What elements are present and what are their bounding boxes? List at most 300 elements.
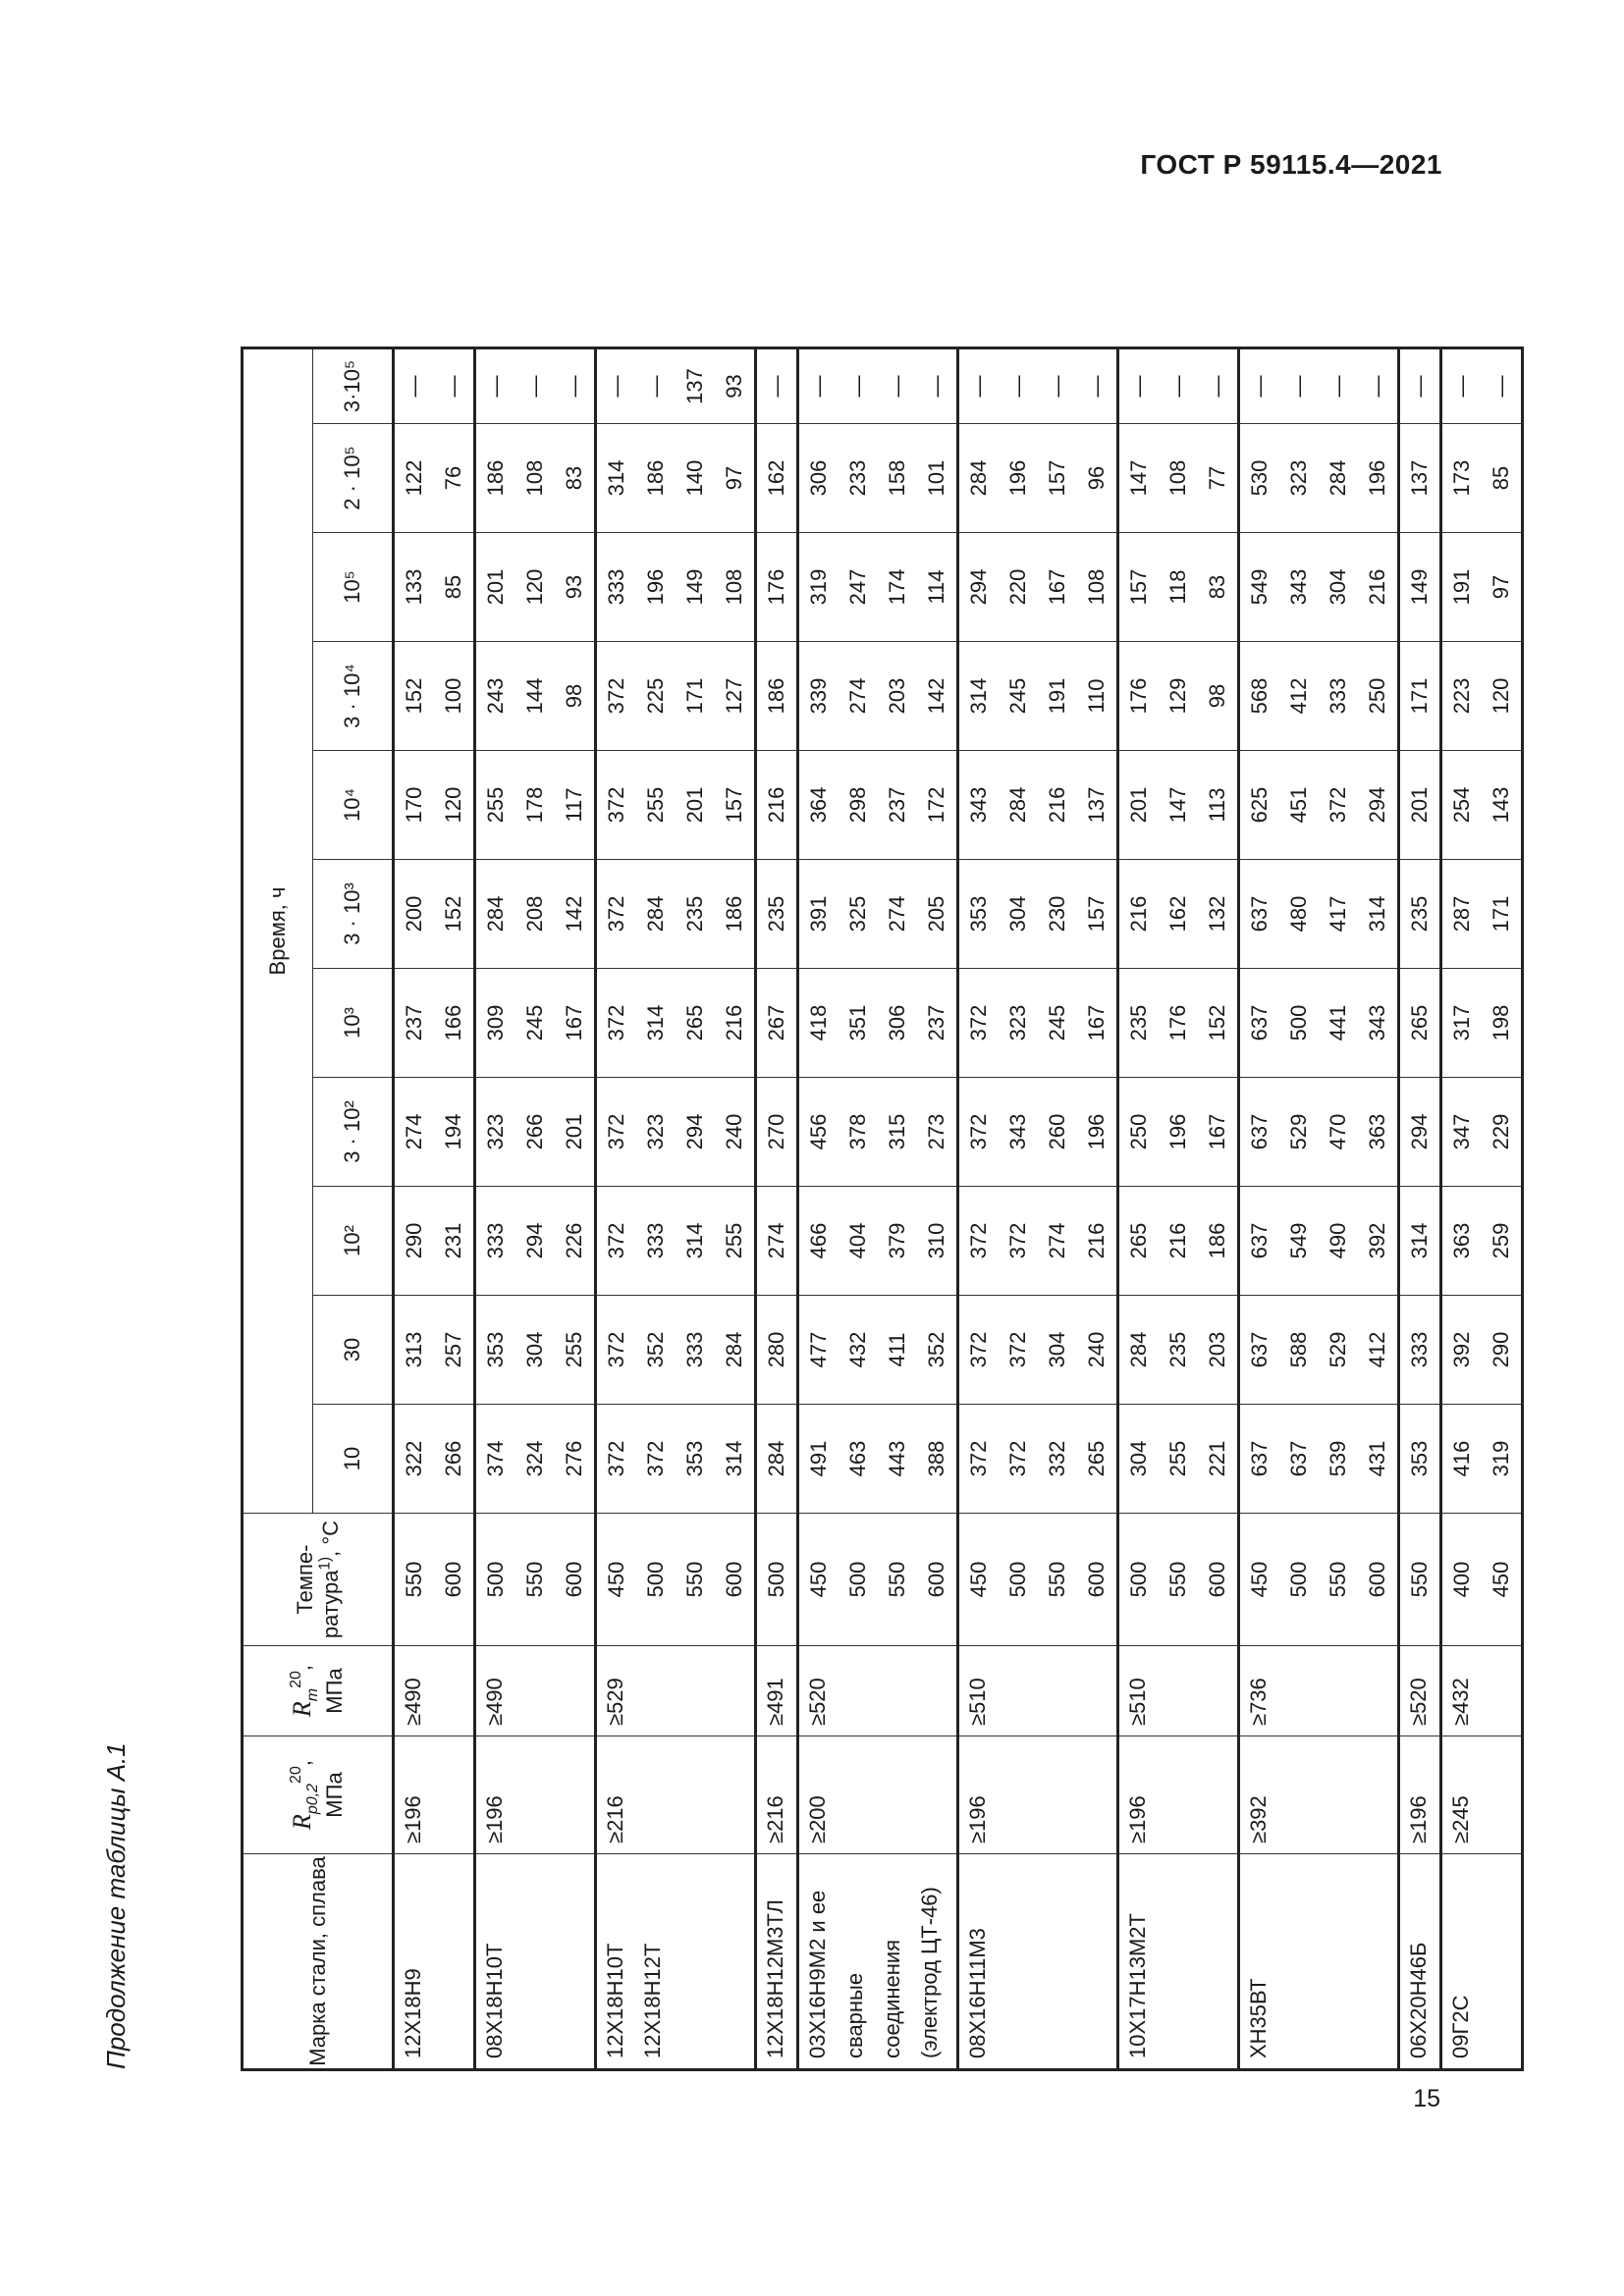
temperature-value: 550 [1045, 1561, 1069, 1598]
strength-value-cell [596, 969, 756, 1078]
strength-value: — [1084, 375, 1109, 398]
strength-value: 549 [1247, 568, 1272, 606]
table-row [1118, 348, 1239, 2070]
strength-value: 333 [682, 1331, 707, 1368]
steel-group [394, 348, 475, 2070]
strength-value: 298 [845, 786, 870, 824]
strength-value: 196 [1084, 1113, 1109, 1150]
strength-value-cell [798, 1078, 958, 1187]
strength-value: — [1365, 375, 1389, 398]
strength-value-cell [475, 1187, 596, 1296]
strength-value: 216 [1126, 895, 1151, 933]
strength-value: 243 [483, 677, 508, 715]
strength-value: 304 [522, 1331, 547, 1368]
strength-value: 284 [1005, 786, 1030, 824]
strength-value: 240 [1084, 1331, 1109, 1368]
strength-value: 203 [1205, 1331, 1229, 1368]
strength-value-cell [1239, 751, 1399, 860]
strength-value-cell [1239, 348, 1399, 424]
strength-value-cell [1118, 969, 1239, 1078]
temperature-value: 600 [1365, 1561, 1389, 1598]
strength-value-cell [1118, 860, 1239, 969]
strength-value: 290 [1489, 1331, 1513, 1368]
grade-name: 08Х16Н11М3 [965, 1928, 990, 2058]
strength-value: 339 [806, 677, 831, 715]
strength-value: 529 [1326, 1331, 1350, 1368]
strength-value-cell [958, 1187, 1118, 1296]
strength-value-cell [1239, 860, 1399, 969]
temperature-value: 500 [764, 1561, 788, 1598]
strength-value: 117 [562, 787, 586, 823]
strength-value: 247 [845, 568, 870, 606]
strength-value: 132 [1205, 895, 1229, 933]
strength-value: 250 [1365, 677, 1389, 715]
grade-name: 12Х18Н10Т [603, 1943, 627, 2058]
strength-value: 265 [682, 1004, 707, 1041]
strength-value-cell [958, 642, 1118, 751]
strength-value-cell [475, 533, 596, 642]
strength-value: — [885, 375, 909, 398]
yield-strength-cell [958, 1736, 1118, 1854]
strength-value: 231 [441, 1222, 465, 1259]
strength-value: 306 [885, 1004, 909, 1041]
temperature-value: 400 [1449, 1561, 1474, 1598]
temperature-cell [1118, 1514, 1239, 1646]
strength-value: 176 [764, 568, 788, 606]
yield-strength-value: ≥245 [1448, 1795, 1473, 1843]
tensile-strength-cell [1399, 1646, 1441, 1736]
strength-value-cell [1118, 1296, 1239, 1405]
strength-value-cell [1239, 1296, 1399, 1405]
time-col-header: 3·10⁵ [313, 348, 394, 424]
strength-value: 294 [522, 1222, 547, 1259]
strength-value-cell [1441, 1187, 1523, 1296]
table-row [1239, 348, 1399, 2070]
temperature-value: 450 [604, 1561, 628, 1598]
strength-value: 85 [1489, 465, 1513, 491]
strength-value: 142 [562, 895, 586, 933]
grade-cell [394, 1854, 475, 2070]
strength-value: 194 [441, 1113, 465, 1150]
strength-value-cell [1239, 1405, 1399, 1514]
strength-value: 270 [764, 1113, 788, 1150]
strength-value: — [1326, 375, 1350, 398]
strength-value: 347 [1449, 1113, 1474, 1150]
strength-value: 539 [1326, 1440, 1350, 1477]
strength-value: 432 [845, 1331, 870, 1368]
strength-value: 274 [402, 1113, 426, 1150]
strength-value-cell [1441, 1405, 1523, 1514]
temperature-value: 550 [885, 1561, 909, 1598]
strength-value-cell [596, 1405, 756, 1514]
strength-value: 332 [1045, 1440, 1069, 1477]
tensile-strength-cell [756, 1646, 798, 1736]
steel-group [756, 348, 798, 2070]
tensile-strength-cell [1239, 1646, 1399, 1736]
strength-value: 147 [1126, 459, 1151, 497]
strength-value: 198 [1489, 1004, 1513, 1041]
strength-value-cell [596, 348, 756, 424]
strength-value: 208 [522, 895, 547, 933]
strength-value: 167 [562, 1004, 586, 1041]
strength-value-cell [798, 751, 958, 860]
yield-strength-value: ≥216 [763, 1795, 787, 1843]
table-row [756, 348, 798, 2070]
strength-value-cell [596, 424, 756, 533]
strength-value-cell [798, 533, 958, 642]
strength-value-cell [1399, 969, 1441, 1078]
steel-group [1118, 348, 1239, 2070]
strength-value: 216 [1165, 1222, 1190, 1259]
strength-value: — [1247, 375, 1272, 398]
strength-value: 186 [1205, 1222, 1229, 1259]
strength-value: 323 [1005, 1004, 1030, 1041]
strength-value: 167 [1045, 568, 1069, 606]
strength-value-cell [475, 642, 596, 751]
strength-value: — [764, 375, 788, 398]
strength-value-cell [798, 348, 958, 424]
strength-value: 287 [1449, 895, 1474, 933]
grade-name: 03Х16Н9М2 и ее [805, 1890, 830, 2058]
temperature-value: 500 [643, 1561, 668, 1598]
strength-value-cell [1399, 1405, 1441, 1514]
strength-value: 637 [1247, 1113, 1272, 1150]
strength-value-cell [394, 1078, 475, 1187]
yield-strength-value: ≥196 [401, 1795, 425, 1843]
strength-value: 568 [1247, 677, 1272, 715]
strength-value: 216 [1084, 1222, 1109, 1259]
strength-value-cell [475, 969, 596, 1078]
strength-value: 343 [1286, 568, 1311, 606]
strength-value: 235 [1407, 895, 1432, 933]
strength-value: 273 [924, 1113, 948, 1150]
strength-value-cell [1399, 642, 1441, 751]
strength-value: 237 [402, 1004, 426, 1041]
strength-value-cell [394, 533, 475, 642]
grade-name: 06Х20Н46Б [1406, 1942, 1431, 2058]
strength-value: 83 [562, 465, 586, 491]
strength-value: 404 [845, 1222, 870, 1259]
strength-value-cell [1239, 533, 1399, 642]
strength-value-cell [1239, 1187, 1399, 1296]
strength-value: — [1005, 375, 1030, 398]
strength-value: 333 [643, 1222, 668, 1259]
steel-group [958, 348, 1118, 2070]
strength-value: 372 [604, 1331, 628, 1368]
strength-value: 379 [885, 1222, 909, 1259]
strength-value-cell [756, 1405, 798, 1514]
strength-value: 333 [1326, 677, 1350, 715]
grade-name: 08Х18Н10Т [482, 1943, 507, 2058]
time-col-header: 3 · 10² [313, 1078, 394, 1187]
temperature-value: 550 [682, 1561, 707, 1598]
temperature-value: 550 [1165, 1561, 1190, 1598]
strength-value: — [1407, 375, 1432, 398]
yield-strength-value: ≥196 [482, 1795, 507, 1843]
strength-value: — [806, 375, 831, 398]
strength-value-cell [1399, 533, 1441, 642]
table-caption: Продолжение таблицы А.1 [101, 1742, 131, 2069]
strength-value: 491 [806, 1440, 831, 1477]
strength-value: — [845, 375, 870, 398]
strength-value: 353 [682, 1440, 707, 1477]
strength-value-cell [1399, 1296, 1441, 1405]
strength-value: 388 [924, 1440, 948, 1477]
strength-value: 93 [722, 374, 746, 399]
strength-value: 85 [441, 574, 465, 600]
strength-value-cell [1441, 1078, 1523, 1187]
strength-value: 98 [1205, 683, 1229, 709]
strength-value: 280 [764, 1331, 788, 1368]
strength-value: 333 [604, 568, 628, 606]
strength-value: 201 [1126, 786, 1151, 824]
strength-value: 171 [1489, 895, 1513, 933]
strength-value-cell [1239, 1078, 1399, 1187]
strength-value-cell [1118, 1405, 1239, 1514]
strength-value-cell [596, 642, 756, 751]
strength-value: 284 [483, 895, 508, 933]
grade-name: 12Х18Н12Т [640, 1943, 665, 2058]
strength-value-cell [394, 1187, 475, 1296]
rotated-content [93, 216, 1513, 2081]
strength-value: 157 [722, 786, 746, 824]
temperature-value: 500 [1126, 1561, 1151, 1598]
strength-value: 137 [1084, 786, 1109, 824]
strength-value-cell [1239, 424, 1399, 533]
temperature-cell [394, 1514, 475, 1646]
strength-value-cell [958, 969, 1118, 1078]
grade-cell [1239, 1854, 1399, 2070]
time-col-header: 10⁵ [313, 533, 394, 642]
strength-value: 364 [806, 786, 831, 824]
strength-value-cell [756, 348, 798, 424]
strength-value: 176 [1165, 1004, 1190, 1041]
temperature-value: 450 [1247, 1561, 1272, 1598]
strength-value: 98 [562, 683, 586, 709]
strength-value: 152 [441, 895, 465, 933]
strength-value: 245 [1005, 677, 1030, 715]
strength-value: 171 [682, 677, 707, 715]
strength-value: 480 [1286, 895, 1311, 933]
strength-value: 108 [522, 459, 547, 497]
time-col-header: 2 · 10⁵ [313, 424, 394, 533]
strength-value: 294 [682, 1113, 707, 1150]
strength-value: 260 [1045, 1113, 1069, 1150]
strength-value: 323 [643, 1113, 668, 1150]
strength-value: 133 [402, 568, 426, 606]
grade-cell [1118, 1854, 1239, 2070]
grade-cell [596, 1854, 756, 2070]
strength-value: 226 [562, 1222, 586, 1259]
strength-value: 372 [604, 786, 628, 824]
strength-value: 343 [1005, 1113, 1030, 1150]
page-number: 15 [1413, 2085, 1440, 2112]
strength-value: 314 [1365, 895, 1389, 933]
strength-value-cell [394, 642, 475, 751]
strength-value: — [966, 375, 991, 398]
strength-value: — [483, 375, 508, 398]
strength-value-cell [596, 751, 756, 860]
strength-value: 77 [1205, 465, 1229, 491]
strength-value: 313 [402, 1331, 426, 1368]
strength-value: 490 [1326, 1222, 1350, 1259]
strength-value: — [522, 375, 547, 398]
tensile-strength-value: ≥490 [401, 1678, 425, 1726]
strength-value: 637 [1247, 1440, 1272, 1477]
strength-value-cell [475, 348, 596, 424]
strength-value: 343 [966, 786, 991, 824]
strength-value: 353 [483, 1331, 508, 1368]
strength-value: 443 [885, 1440, 909, 1477]
strength-value-cell [958, 1296, 1118, 1405]
table-row [798, 348, 958, 2070]
yield-strength-value: ≥200 [805, 1795, 830, 1843]
strength-value: 255 [562, 1331, 586, 1368]
strength-value: 174 [885, 568, 909, 606]
strength-value: 158 [885, 459, 909, 497]
strength-value: 500 [1286, 1004, 1311, 1041]
strength-value: 637 [1286, 1440, 1311, 1477]
strength-value: 319 [1489, 1440, 1513, 1477]
strength-value: 372 [604, 677, 628, 715]
strength-value-cell [756, 969, 798, 1078]
strength-value: 240 [722, 1113, 746, 1150]
strength-value-cell [958, 533, 1118, 642]
strength-value: 196 [1165, 1113, 1190, 1150]
strength-value: 108 [1165, 459, 1190, 497]
strength-value: 127 [722, 677, 746, 715]
strength-value: 372 [966, 1331, 991, 1368]
strength-value-cell [756, 533, 798, 642]
temperature-value: 550 [522, 1561, 547, 1598]
temperature-value: 450 [806, 1561, 831, 1598]
strength-value: 266 [441, 1440, 465, 1477]
steel-group [798, 348, 958, 2070]
strength-value: 309 [483, 1004, 508, 1041]
strength-value: 274 [764, 1222, 788, 1259]
strength-value: 108 [722, 568, 746, 606]
strength-value: 372 [1005, 1440, 1030, 1477]
strength-value: 196 [1005, 459, 1030, 497]
strength-value: 201 [483, 568, 508, 606]
yield-strength-value: ≥196 [965, 1795, 990, 1843]
steel-group [1399, 348, 1441, 2070]
strength-value-cell [394, 969, 475, 1078]
temperature-value: 550 [1326, 1561, 1350, 1598]
strength-value: — [441, 375, 465, 398]
strength-value: 456 [806, 1113, 831, 1150]
strength-value: 284 [643, 895, 668, 933]
strength-value: 237 [885, 786, 909, 824]
strength-value: 223 [1449, 677, 1474, 715]
strength-value-cell [798, 1296, 958, 1405]
strength-value: — [402, 375, 426, 398]
strength-value: 201 [682, 786, 707, 824]
yield-strength-cell [798, 1736, 958, 1854]
strength-value: 372 [643, 1440, 668, 1477]
strength-value: 149 [682, 568, 707, 606]
strength-value: 265 [1084, 1440, 1109, 1477]
strength-value-cell [756, 860, 798, 969]
strength-value: — [1126, 375, 1151, 398]
strength-value: 259 [1489, 1222, 1513, 1259]
yield-strength-value: ≥216 [603, 1795, 627, 1843]
strength-value-cell [1399, 1187, 1441, 1296]
strength-value: 229 [1489, 1113, 1513, 1150]
strength-value: 196 [1365, 459, 1389, 497]
strength-value: 142 [924, 677, 948, 715]
grade-name: (электрод ЦТ-46) [917, 1887, 942, 2058]
strength-value: 255 [643, 786, 668, 824]
strength-value: 315 [885, 1113, 909, 1150]
strength-value: 411 [885, 1332, 909, 1367]
strength-value: 96 [1084, 465, 1109, 491]
strength-value: 319 [806, 568, 831, 606]
strength-value: 237 [924, 1004, 948, 1041]
strength-value: 530 [1247, 459, 1272, 497]
strength-value-cell [798, 1187, 958, 1296]
time-col-header: 30 [313, 1296, 394, 1405]
temperature-value: 500 [845, 1561, 870, 1598]
time-col-header: 10 [313, 1405, 394, 1514]
strength-value: 333 [1407, 1331, 1432, 1368]
strength-value: 162 [764, 459, 788, 497]
grade-cell [475, 1854, 596, 2070]
strength-value-cell [756, 751, 798, 860]
strength-value: 276 [562, 1440, 586, 1477]
yield-strength-value: ≥392 [1246, 1795, 1271, 1843]
strength-value: 372 [604, 1222, 628, 1259]
strength-value: 220 [1005, 568, 1030, 606]
strength-value: 254 [1449, 786, 1474, 824]
strength-value-cell [1118, 424, 1239, 533]
strength-value: 284 [722, 1331, 746, 1368]
strength-value: 372 [1005, 1331, 1030, 1368]
strength-value: 417 [1326, 895, 1350, 933]
strength-value: 97 [1489, 574, 1513, 600]
strength-value-cell [756, 1078, 798, 1187]
strength-value: 245 [522, 1004, 547, 1041]
table-row [475, 348, 596, 2070]
time-col-header: 3 · 10⁴ [313, 642, 394, 751]
strength-value-cell [1118, 1078, 1239, 1187]
strength-value-cell [1441, 533, 1523, 642]
strength-value: 120 [522, 568, 547, 606]
strength-value: 625 [1247, 786, 1272, 824]
strength-value: 147 [1165, 786, 1190, 824]
tensile-strength-header: $R_m^{20}$, МПа [243, 1646, 394, 1736]
strength-value-cell [1399, 348, 1441, 424]
yield-strength-cell [1441, 1736, 1523, 1854]
temperature-value: 500 [1286, 1561, 1311, 1598]
strength-value: 221 [1205, 1440, 1229, 1477]
strength-value: 113 [1205, 787, 1229, 823]
strength-value: — [1449, 375, 1474, 398]
strength-value: 363 [1449, 1222, 1474, 1259]
strength-value: 466 [806, 1222, 831, 1259]
strength-value: — [604, 375, 628, 398]
strength-value: 205 [924, 895, 948, 933]
strength-value: 372 [966, 1440, 991, 1477]
temperature-cell [958, 1514, 1118, 1646]
strength-value: 372 [604, 1440, 628, 1477]
strength-value-cell [958, 860, 1118, 969]
strength-value: — [1489, 375, 1513, 398]
strength-value-cell [1399, 1078, 1441, 1187]
strength-value-cell [1441, 1296, 1523, 1405]
strength-value: 284 [966, 459, 991, 497]
table-row [1441, 348, 1523, 2070]
